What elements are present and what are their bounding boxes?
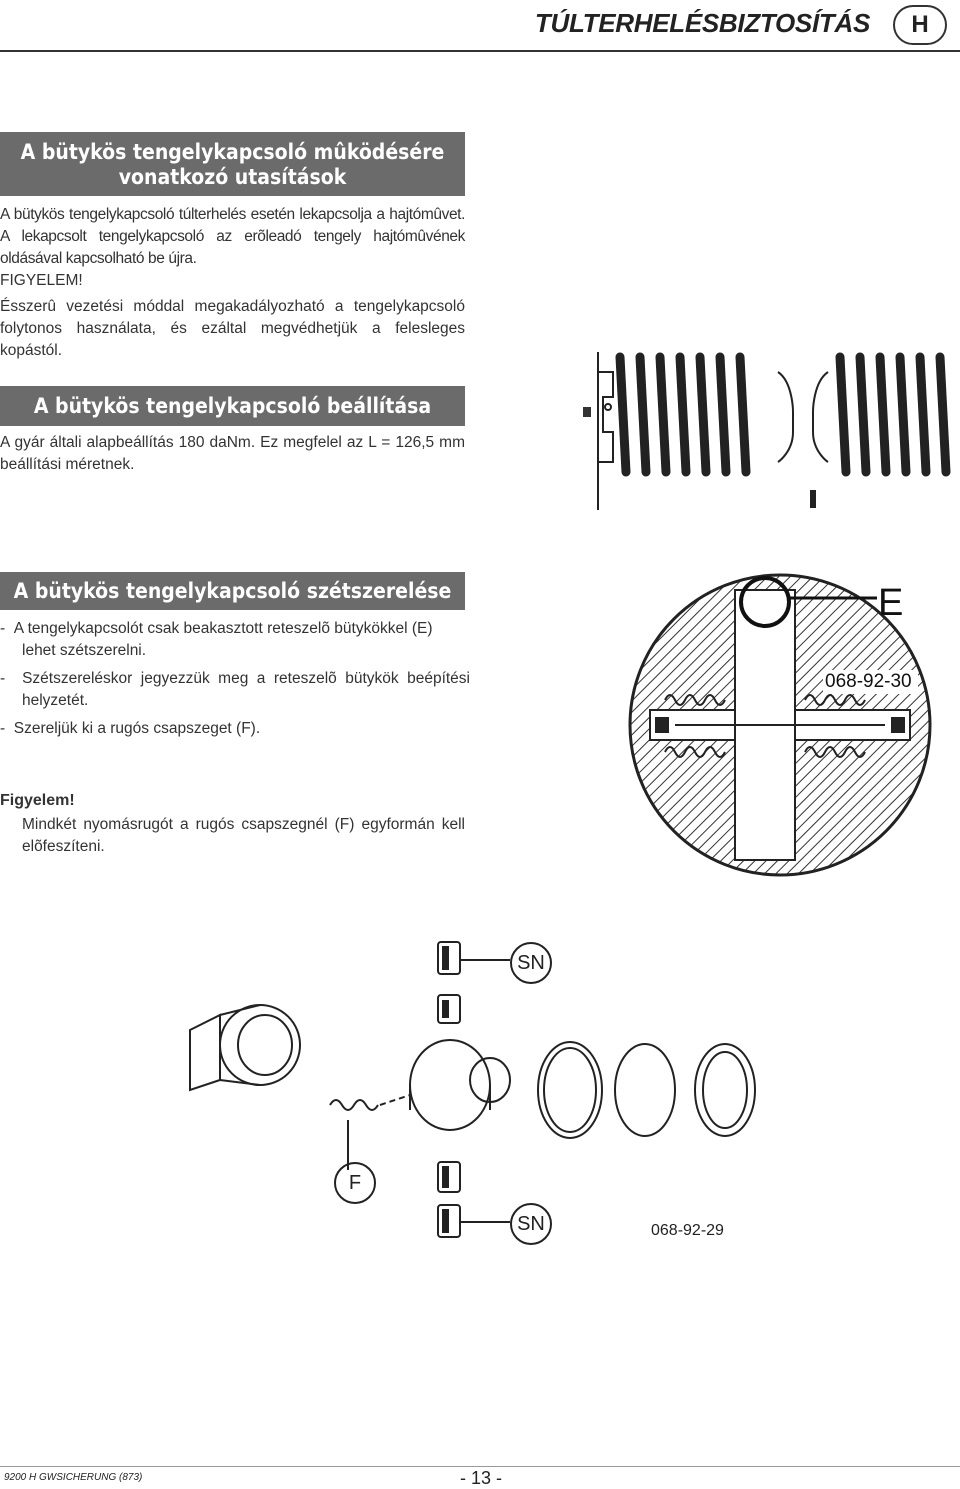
label-sn-top: SN	[510, 942, 552, 984]
spring-drawing	[578, 352, 960, 512]
page-title: TÚLTERHELÉSBIZTOSÍTÁS	[534, 8, 870, 38]
section1-paragraph-2: Ésszerû vezetési móddal megakadályozható a tengelykapcsoló folytonos használata, és ezáltal megvédhetjük a felesleges kopástól.	[0, 298, 465, 359]
header-rule	[0, 50, 960, 52]
section1-heading-line1: A bütykös tengelykapcsoló mûködésére	[20, 140, 445, 164]
section1-paragraph: A bütykös tengelykapcsoló túlterhelés esetén lekapcsolja a hajtómûvet. A lekapcsolt tengelykapcsoló az erõleadó tengely hajtómûvének oldásával kapcsolható be újra.	[0, 206, 465, 267]
note-title: Figyelem!	[0, 792, 75, 809]
section1-heading	[0, 132, 465, 196]
label-e: E	[878, 582, 904, 624]
list-item: - Szereljük ki a rugós csapszeget (F).	[0, 720, 261, 737]
figure-code-2: 068-92-29	[651, 1222, 724, 1239]
page-number: - 13 -	[460, 1468, 503, 1488]
list-item: - Szétszereléskor jegyezzük meg a reteszelõ bütykök beépítési helyzetét.	[0, 670, 470, 709]
language-badge: H	[893, 5, 947, 45]
list-item: - A tengelykapcsolót csak beakasztott reteszelõ bütykökkel (E) lehet szétszerelni.	[0, 620, 433, 659]
footer-rule	[0, 1466, 960, 1467]
label-sn-bottom: SN	[510, 1203, 552, 1245]
coupling-cross-section	[615, 570, 960, 880]
note-body: Mindkét nyomásrugót a rugós csapszegnél (F) egyformán kell elõfeszíteni.	[22, 816, 465, 855]
section1-heading-line2: vonatkozó utasítások	[118, 165, 347, 189]
footer-doc-id: 9200 H GWSICHERUNG (873)	[4, 1472, 143, 1483]
section3-heading: A bütykös tengelykapcsoló szétszerelése	[0, 572, 465, 610]
exploded-view-drawing	[180, 930, 760, 1250]
section1-warning: FIGYELEM!	[0, 272, 83, 289]
section3-list	[0, 618, 470, 740]
section2-paragraph: A gyár általi alapbeállítás 180 daNm. Ez megfelel az L = 126,5 mm beállítási méretnek.	[0, 434, 465, 473]
figure-code-1: 068-92-30	[825, 671, 912, 692]
label-f: F	[334, 1162, 376, 1204]
section2-heading: A bütykös tengelykapcsoló beállítása	[0, 386, 465, 426]
